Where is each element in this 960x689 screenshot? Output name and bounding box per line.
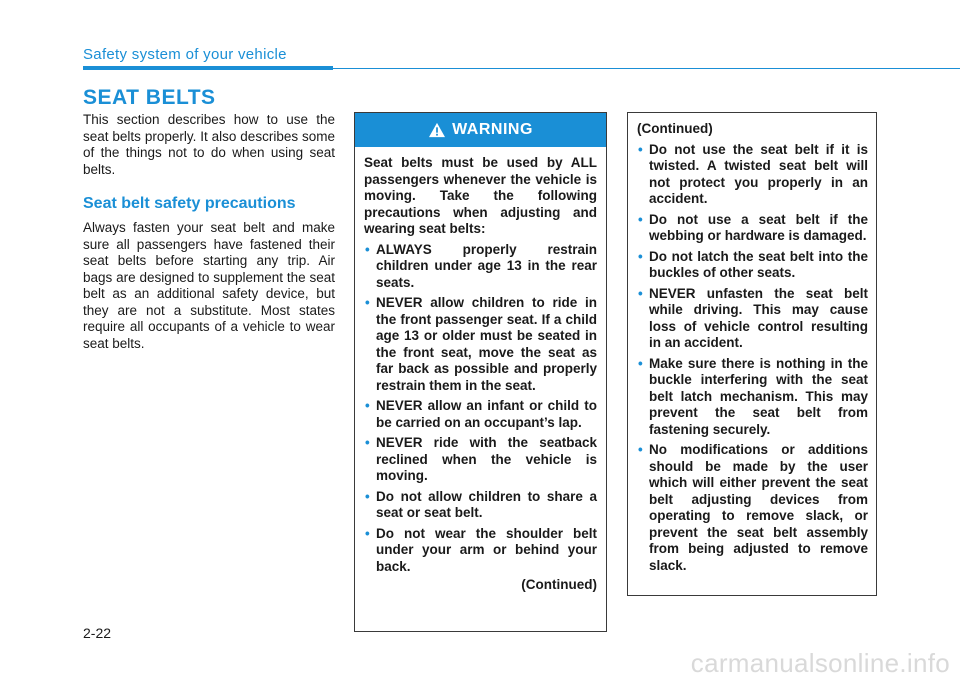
header-rule-thin xyxy=(333,68,960,69)
warning-item: • NEVER ride with the seatback reclined when the vehicle is moving. xyxy=(364,435,597,485)
left-column xyxy=(83,112,335,352)
continued-item: • No modifications or additions should be made by the user which will either prevent the seat belt adjusting devices from operating to remove slack, or prevent the seat belt assembly from being adjusted to remove slack. xyxy=(637,442,868,574)
warning-list xyxy=(364,242,597,576)
precautions-paragraph: Always fasten your seat belt and make sure all passengers have fastened their seat belts before starting any trip. Air bags are designed to supplement the seat belt as an additional safety device, but they are not a substitute. Most states require all occupants of a vehicle to wear seat belts. xyxy=(83,220,335,351)
continued-item: • Make sure there is nothing in the buckle interfering with the seat belt latch mechanism. This may prevent the seat belt from fastening securely. xyxy=(637,356,868,439)
continued-note: (Continued) xyxy=(521,577,597,592)
warning-item: • Do not wear the shoulder belt under your arm or behind your back. xyxy=(364,526,597,576)
continued-list xyxy=(637,142,868,575)
warning-triangle-icon xyxy=(428,122,446,138)
continued-box xyxy=(627,112,877,596)
continued-heading: (Continued) xyxy=(637,121,713,136)
watermark: carmanualsonline.info xyxy=(690,648,950,678)
warning-title: WARNING xyxy=(452,121,533,138)
warning-header xyxy=(355,113,606,147)
intro-paragraph: This section describes how to use the seat belts properly. It also describes some of the things not to do when using seat belts. xyxy=(83,112,335,177)
warning-item: • Do not allow children to share a seat or seat belt. xyxy=(364,489,597,522)
warning-body xyxy=(355,147,606,594)
section-header-label: Safety system of your vehicle xyxy=(83,46,287,63)
header-rule-thick xyxy=(83,66,333,70)
warning-item: • NEVER allow an infant or child to be carried on an occupant’s lap. xyxy=(364,398,597,431)
continued-item: • Do not use the seat belt if it is twisted. A twisted seat belt will not protect you properly in an accident. xyxy=(637,142,868,208)
warning-item: • NEVER allow children to ride in the front passenger seat. If a child age 13 or older must be seated in the front seat, move the seat as far back as possible and properly restrain them in the seat. xyxy=(364,295,597,394)
warning-box xyxy=(354,112,607,632)
precautions-heading: Seat belt safety precautions xyxy=(83,195,296,212)
page-title: SEAT BELTS xyxy=(83,86,216,109)
continued-item: • Do not use a seat belt if the webbing or hardware is damaged. xyxy=(637,212,868,245)
warning-intro: Seat belts must be used by ALL passengers whenever the vehicle is moving. Take the following precautions when adjusting and wearing seat belts: xyxy=(364,155,597,236)
page-number: 2-22 xyxy=(83,625,112,641)
continued-item: • NEVER unfasten the seat belt while driving. This may cause loss of vehicle control resulting in an accident. xyxy=(637,286,868,352)
warning-item: • ALWAYS properly restrain children under age 13 in the rear seats. xyxy=(364,242,597,292)
continued-item: • Do not latch the seat belt into the buckles of other seats. xyxy=(637,249,868,282)
